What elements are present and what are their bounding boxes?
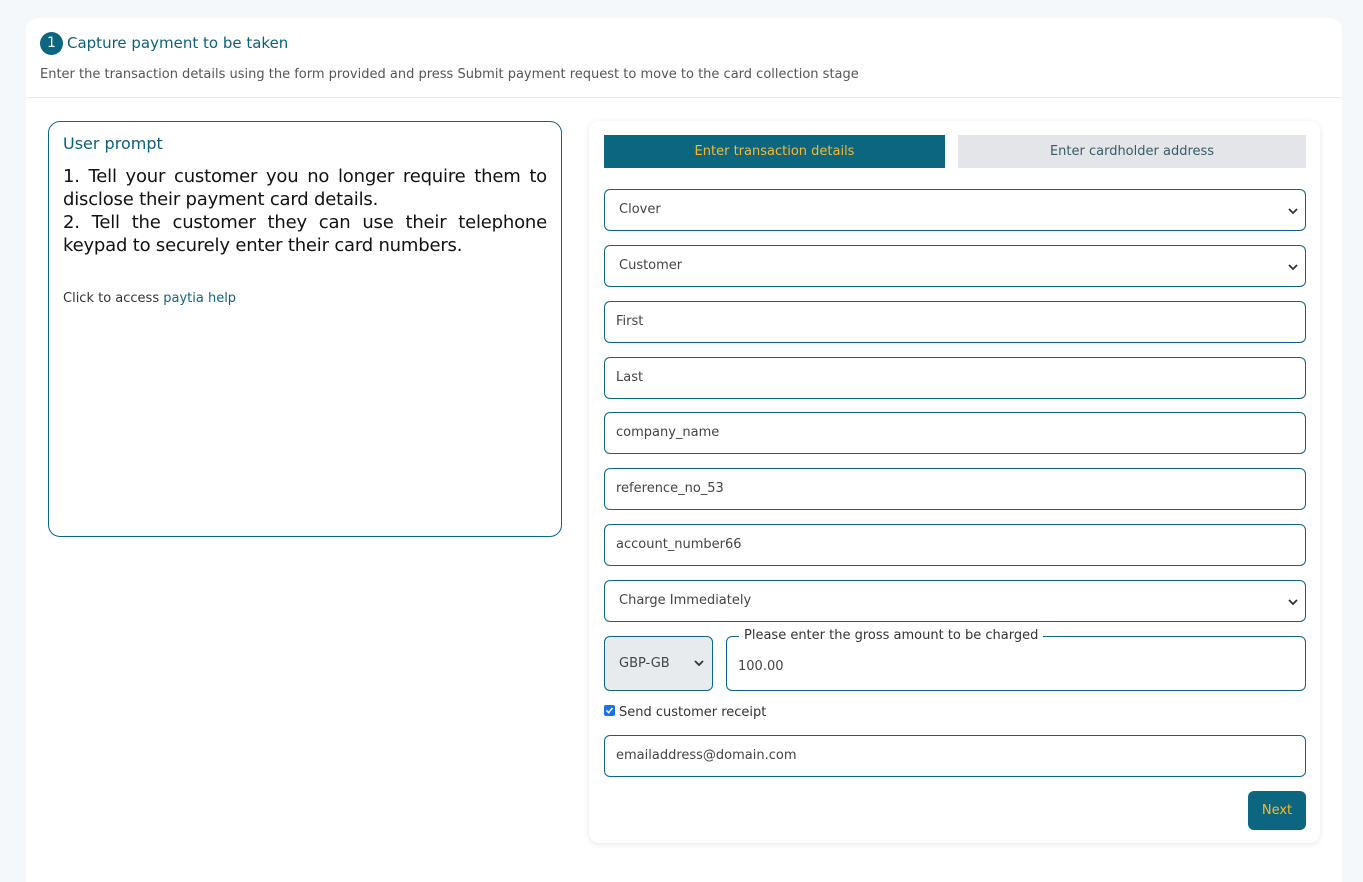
email-input[interactable]: emailaddress@domain.com (604, 735, 1306, 777)
account-number-input[interactable]: account_number66 (604, 524, 1306, 566)
tab-transaction-details[interactable]: Enter transaction details (604, 135, 945, 168)
reference-input[interactable]: reference_no_53 (604, 468, 1306, 510)
prompt-line-1: 1. Tell your customer you no longer require them to disclose their payment card details. (63, 166, 547, 210)
page-card (26, 18, 1342, 882)
chevron-down-icon (1287, 261, 1299, 273)
type-select[interactable] (604, 245, 1306, 287)
check-icon (605, 706, 614, 715)
chevron-down-icon (1287, 596, 1299, 608)
merchant-select-value: Clover (619, 202, 661, 217)
user-prompt-panel (48, 121, 562, 537)
help-line (63, 291, 547, 306)
receipt-checkbox[interactable] (604, 705, 615, 716)
receipt-option (604, 705, 766, 720)
charge-select-value: Charge Immediately (619, 593, 752, 608)
page-subtitle: Enter the transaction details using the form provided and press Submit payment request to move to the card collection stage (40, 67, 859, 82)
prompt-line-2: 2. Tell the customer they can use their telephone keypad to securely enter their card numbers. (63, 212, 547, 256)
last-name-input[interactable]: Last (604, 357, 1306, 399)
charge-select[interactable] (604, 580, 1306, 622)
amount-label: Please enter the gross amount to be charged (739, 628, 1043, 643)
step-badge: 1 (40, 32, 63, 55)
help-link[interactable]: paytia help (163, 291, 237, 306)
prompt-instructions (63, 165, 547, 257)
receipt-label: Send customer receipt (619, 705, 767, 720)
prompt-title: User prompt (63, 134, 163, 153)
chevron-down-icon (1287, 205, 1299, 217)
first-name-input[interactable]: First (604, 301, 1306, 343)
chevron-down-icon (693, 657, 705, 669)
next-button[interactable]: Next (1248, 791, 1306, 830)
transaction-form (589, 121, 1320, 843)
page-title: Capture payment to be taken (67, 34, 289, 52)
merchant-select[interactable] (604, 189, 1306, 231)
page-header (26, 18, 1342, 98)
currency-select[interactable] (604, 636, 713, 691)
help-prefix: Click to access (63, 291, 164, 306)
currency-select-value: GBP-GB (619, 656, 670, 671)
tab-cardholder-address[interactable]: Enter cardholder address (958, 135, 1306, 168)
company-name-input[interactable]: company_name (604, 412, 1306, 454)
type-select-value: Customer (619, 258, 683, 273)
amount-value: 100.00 (738, 659, 784, 674)
amount-input[interactable] (726, 628, 1306, 691)
